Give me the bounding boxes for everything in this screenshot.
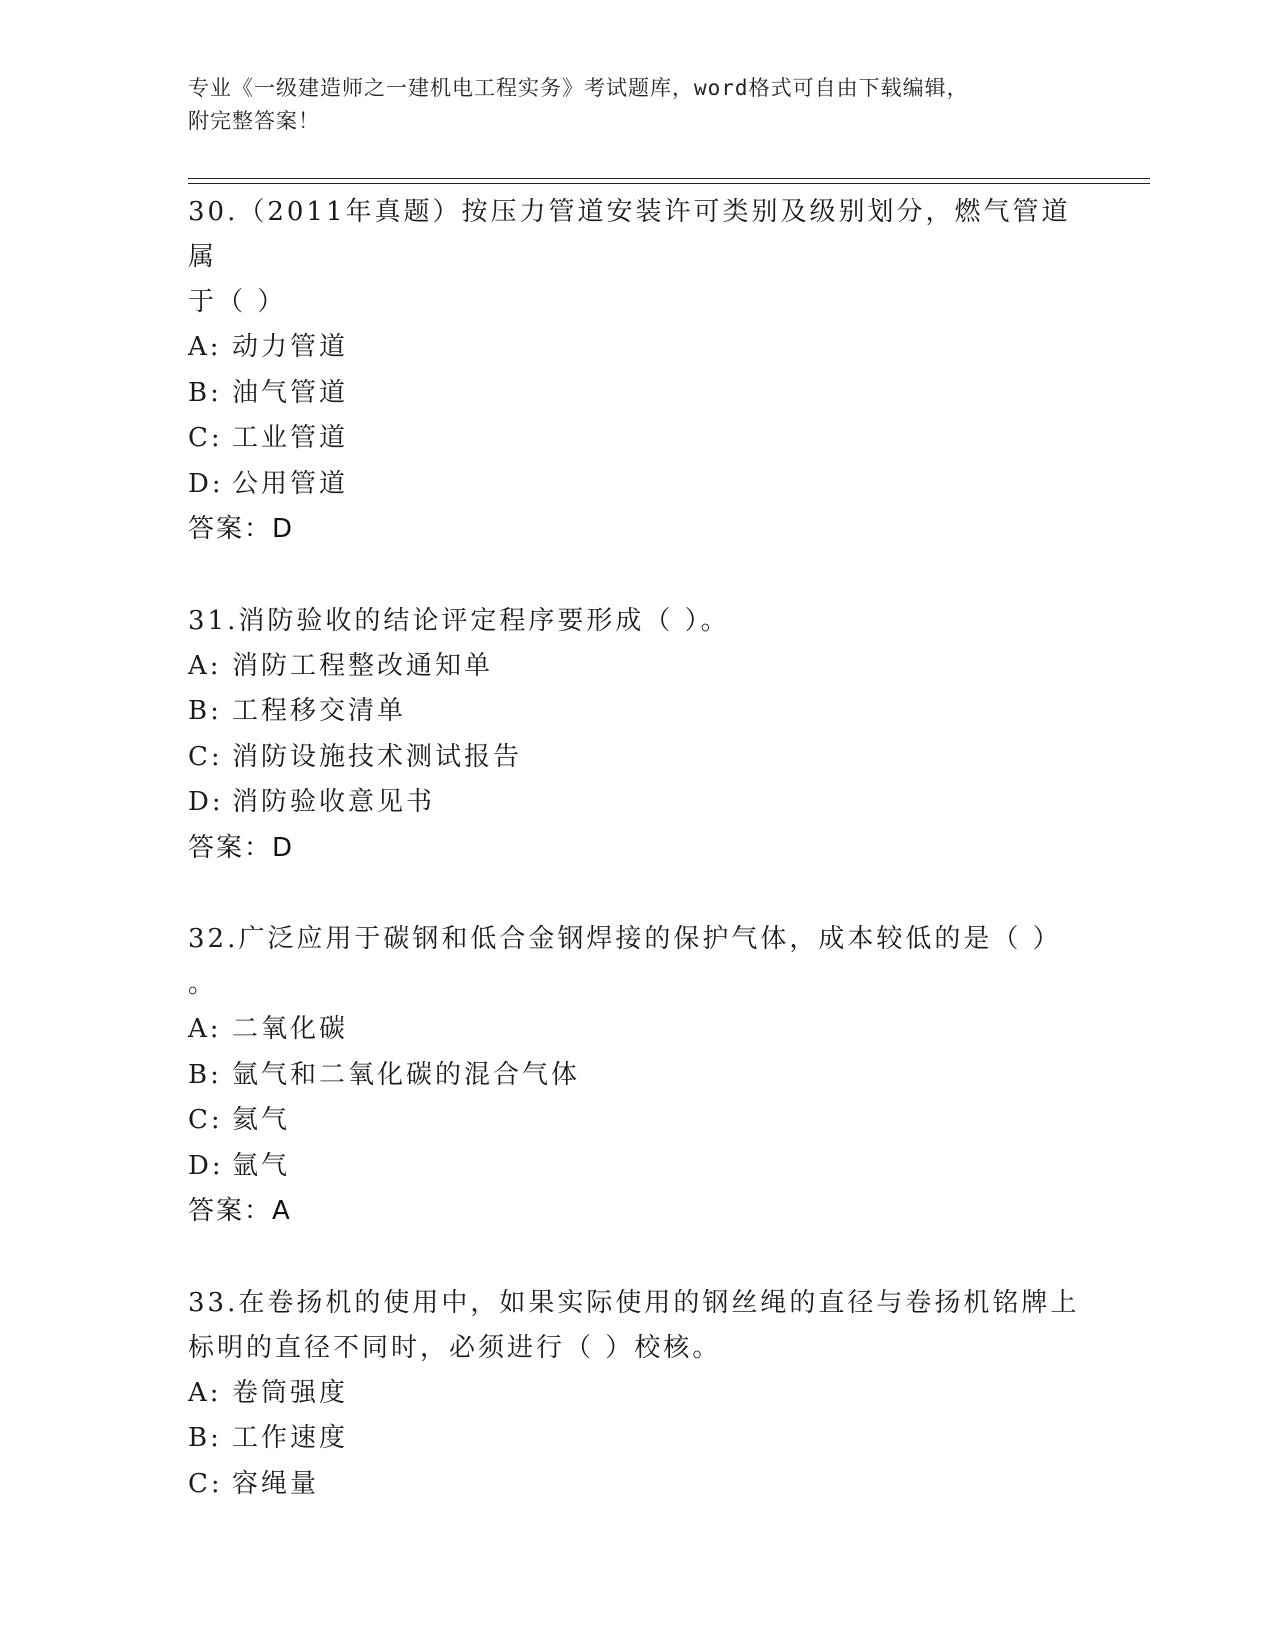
option-b	[188, 371, 1088, 417]
option-a	[188, 1007, 1088, 1053]
option-key: B:	[188, 1059, 222, 1090]
question-stem-line-1: 30.（2011年真题）按压力管道安装许可类别及级别划分，燃气管道属	[188, 197, 1071, 272]
question-32	[188, 917, 1088, 1235]
option-c	[188, 735, 1088, 781]
header-line-2: 附完整答案！	[188, 109, 320, 133]
question-31	[188, 599, 1088, 872]
document-header	[188, 72, 1068, 138]
option-key: D:	[188, 787, 224, 817]
option-c	[188, 1098, 1088, 1144]
option-key: A:	[188, 650, 222, 681]
option-text: 工程移交清单	[232, 696, 407, 726]
option-text: 消防工程整改通知单	[232, 650, 494, 681]
option-key: C:	[188, 741, 223, 772]
option-text: 氦气	[232, 1105, 291, 1135]
option-text: 动力管道	[232, 332, 349, 362]
option-a	[188, 325, 1088, 371]
option-text: 工作速度	[232, 1423, 349, 1453]
option-text: 容绳量	[232, 1468, 320, 1499]
question-stem-line-2: 标明的直径不同时，必须进行（ ）校核。	[188, 1332, 722, 1363]
option-key: D:	[188, 468, 224, 499]
question-stem-line-2: 于（ ）	[188, 287, 287, 317]
spacer	[188, 871, 1088, 917]
option-b	[188, 1053, 1088, 1099]
answer-label: 答案：D	[188, 832, 295, 863]
option-text: 氩气和二氧化碳的混合气体	[232, 1059, 581, 1090]
option-a	[188, 1371, 1088, 1417]
answer-label: 答案：A	[188, 1196, 292, 1226]
option-text: 油气管道	[232, 377, 349, 408]
option-text: 二氧化碳	[232, 1014, 349, 1044]
option-key: C:	[188, 1468, 223, 1499]
option-key: A:	[188, 1014, 222, 1044]
option-d	[188, 780, 1088, 826]
question-list	[188, 190, 1088, 1507]
option-key: B:	[188, 1423, 222, 1453]
option-text: 公用管道	[232, 468, 349, 499]
question-stem-line-1: 32.广泛应用于碳钢和低合金钢焊接的保护气体，成本较低的是（ ）	[188, 924, 1062, 954]
header-line-1: 专业《一级建造师之一建机电工程实务》考试题库，word格式可自由下载编辑，	[188, 76, 969, 100]
option-d	[188, 1144, 1088, 1190]
option-b	[188, 689, 1088, 735]
option-key: B:	[188, 696, 222, 726]
question-stem-line-1: 31.消防验收的结论评定程序要形成（ ）。	[188, 605, 730, 636]
option-text: 工业管道	[232, 423, 349, 453]
option-key: C:	[188, 423, 223, 453]
header-divider-top	[188, 178, 1150, 179]
spacer	[188, 553, 1088, 599]
option-d	[188, 462, 1088, 508]
answer-label: 答案：D	[188, 514, 295, 544]
option-text: 卷筒强度	[232, 1377, 349, 1408]
question-30	[188, 190, 1088, 553]
option-c	[188, 1462, 1088, 1508]
question-stem-line-1: 33.在卷扬机的使用中，如果实际使用的钢丝绳的直径与卷扬机铭牌上	[188, 1287, 1080, 1318]
question-stem-line-2: 。	[188, 969, 218, 999]
option-c	[188, 416, 1088, 462]
option-text: 消防验收意见书	[232, 787, 436, 817]
option-key: B:	[188, 377, 222, 408]
option-a	[188, 644, 1088, 690]
header-divider-bottom	[188, 183, 1150, 184]
option-text: 氩气	[232, 1150, 291, 1181]
option-key: D:	[188, 1150, 224, 1181]
option-key: A:	[188, 1377, 222, 1408]
option-key: A:	[188, 332, 222, 362]
spacer	[188, 1235, 1088, 1281]
option-text: 消防设施技术测试报告	[232, 741, 523, 772]
option-b	[188, 1416, 1088, 1462]
option-key: C:	[188, 1105, 223, 1135]
question-33	[188, 1281, 1088, 1508]
